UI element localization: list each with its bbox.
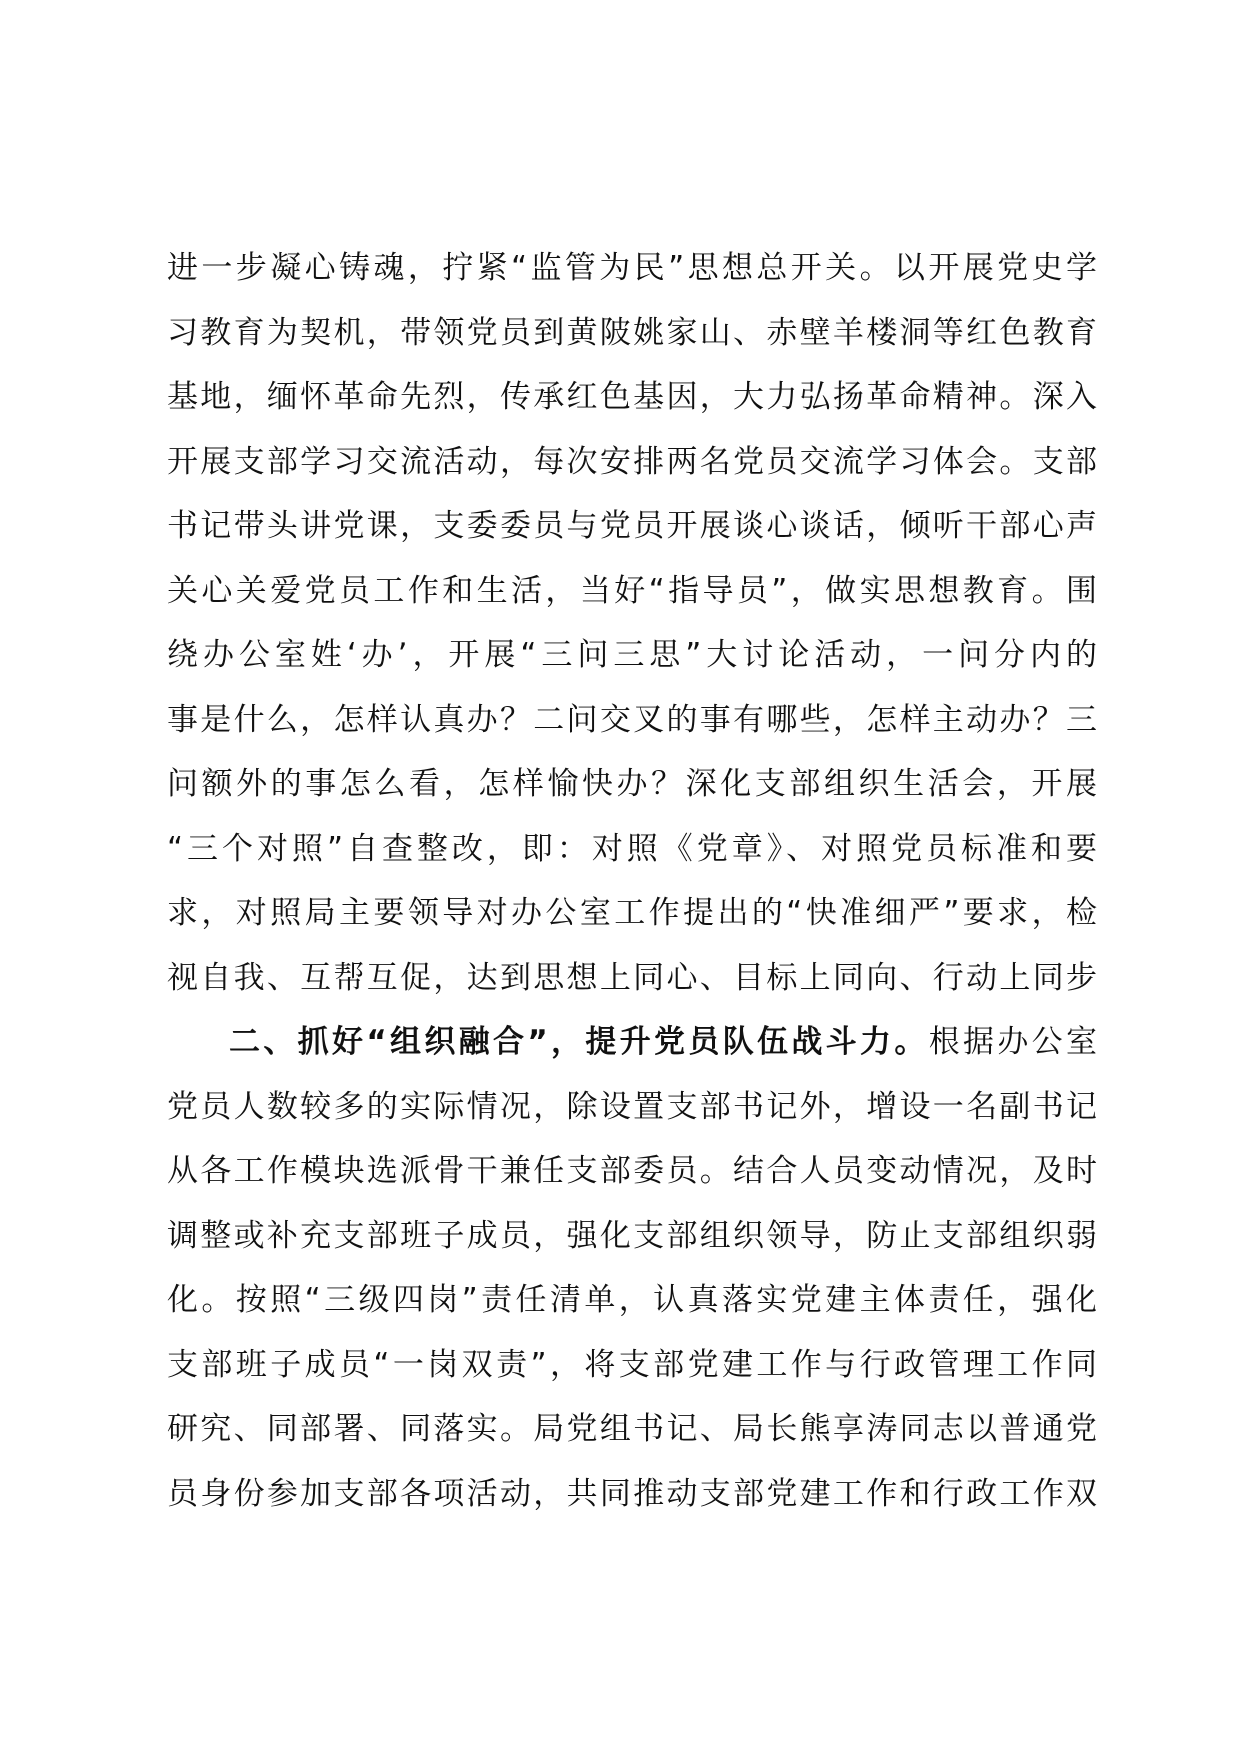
text-line: 关心关爱党员工作和生活，当好“指导员”，做实思想教育。围 (167, 572, 1097, 609)
text-line: 支部班子成员“一岗双责”，将支部党建工作与行政管理工作同 (167, 1346, 1097, 1383)
text-line: 事是什么，怎样认真办？二问交叉的事有哪些，怎样主动办？三 (167, 701, 1097, 738)
text-line: 党员人数较多的实际情况，除设置支部书记外，增设一名副书记 (167, 1088, 1097, 1125)
text-line: 进一步凝心铸魂，拧紧“监管为民”思想总开关。以开展党史学 (167, 250, 1097, 286)
text-line: 书记带头讲党课，支委委员与党员开展谈心谈话，倾听干部心声 (167, 508, 1097, 544)
text-line: 化。按照“三级四岗”责任清单，认真落实党建主体责任，强化 (167, 1282, 1097, 1318)
text-line: 求，对照局主要领导对办公室工作提出的“快准细严”要求，检 (167, 895, 1097, 931)
section-heading-rest: 根据办公室 (928, 1024, 1098, 1060)
text-line: “三个对照”自查整改，即：对照《党章》、对照党员标准和要 (167, 830, 1097, 867)
text-line: 开展支部学习交流活动，每次安排两名党员交流学习体会。支部 (167, 443, 1097, 480)
section-heading-line (167, 1010, 1097, 1075)
text-line: 习教育为契机，带领党员到黄陂姚家山、赤壁羊楼洞等红色教育 (167, 314, 1097, 351)
body-text (167, 236, 1097, 1526)
text-line: 问额外的事怎么看，怎样愉快办？深化支部组织生活会，开展 (167, 766, 1097, 802)
text-line: 绕办公室姓‘办’，开展“三问三思”大讨论活动，一问分内的 (167, 637, 1097, 673)
text-line: 调整或补充支部班子成员，强化支部组织领导，防止支部组织弱 (167, 1217, 1097, 1254)
text-line: 视自我、互帮互促，达到思想上同心、目标上同向、行动上同步 (167, 959, 1097, 996)
text-line: 从各工作模块选派骨干兼任支部委员。结合人员变动情况，及时 (167, 1153, 1097, 1189)
text-line: 基地，缅怀革命先烈，传承红色基因，大力弘扬革命精神。深入 (167, 379, 1097, 415)
text-line: 研究、同部署、同落实。局党组书记、局长熊享涛同志以普通党 (167, 1411, 1097, 1447)
text-line: 员身份参加支部各项活动，共同推动支部党建工作和行政工作双 (167, 1475, 1097, 1512)
section-heading: 二、抓好“组织融合”，提升党员队伍战斗力。 (229, 1024, 929, 1060)
